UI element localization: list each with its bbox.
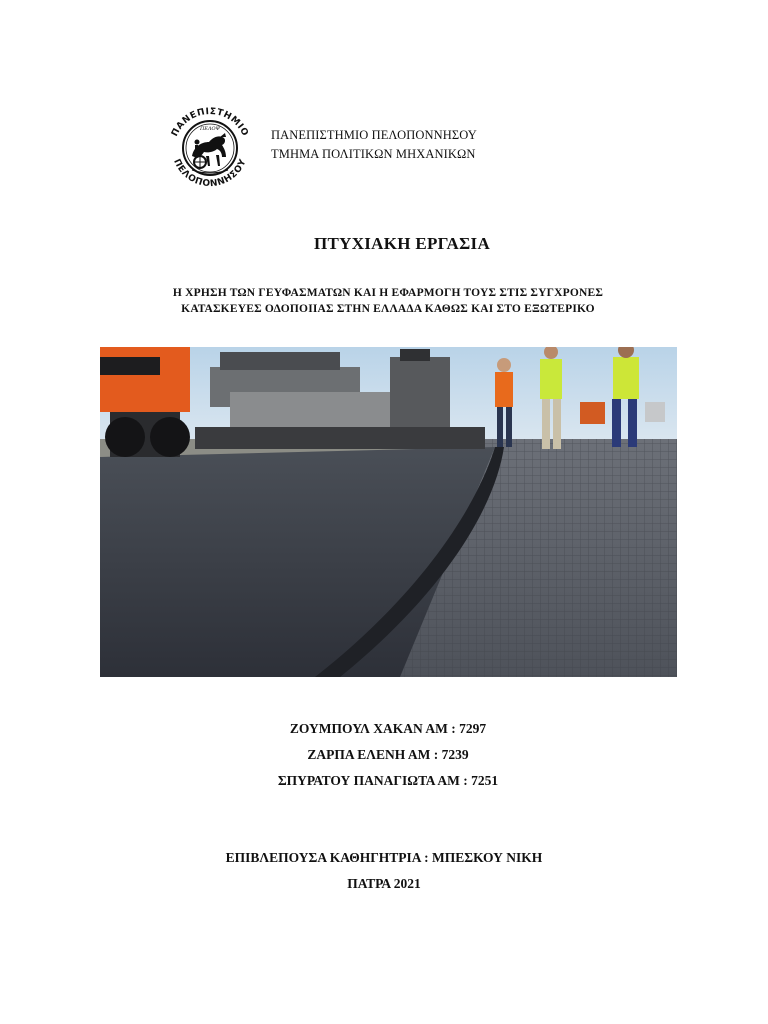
supervisor-name: ΕΠΙΒΛΕΠΟΥΣΑ ΚΑΘΗΓΗΤΡΙΑ : ΜΠΕΣΚΟΥ ΝΙΚΗ bbox=[225, 850, 543, 865]
university-name: ΠΑΝΕΠΙΣΤΗΜΙΟ ΠΕΛΟΠΟΝΝΗΣΟΥ bbox=[271, 128, 477, 142]
road-paving-photo bbox=[100, 347, 677, 677]
university-seal bbox=[162, 100, 258, 196]
svg-text:ΠΑΝΕΠΙΣΤΗΜΙΟ: ΠΑΝΕΠΙΣΤΗΜΙΟ bbox=[170, 106, 250, 139]
place-year: ΠΑΤΡΑ 2021 bbox=[347, 876, 421, 891]
institution-block bbox=[271, 126, 477, 164]
authors-list bbox=[0, 716, 768, 794]
thesis-title bbox=[0, 285, 768, 317]
svg-text:ΠΕΛΟΠΟΝΝΗΣΟΥ: ΠΕΛΟΠΟΝΝΗΣΟΥ bbox=[171, 157, 249, 190]
author-3: ΣΠΥΡΑΤΟΥ ΠΑΝΑΓΙΩΤΑ ΑΜ : 7251 bbox=[277, 773, 499, 788]
svg-text:ΠΕΛΟΨ: ΠΕΛΟΨ bbox=[199, 126, 221, 132]
thesis-type-heading: ΠΤΥΧΙΑΚΗ ΕΡΓΑΣΙΑ bbox=[313, 234, 491, 253]
author-2: ΖΑΡΠΑ ΕΛΕΝΗ ΑΜ : 7239 bbox=[307, 747, 469, 762]
author-1: ΖΟΥΜΠΟΥΛ ΧΑΚΑΝ ΑΜ : 7297 bbox=[289, 721, 487, 736]
department-name: ΤΜΗΜΑ ΠΟΛΙΤΙΚΩΝ ΜΗΧΑΝΙΚΩΝ bbox=[271, 147, 476, 161]
thesis-title-line-1: Η ΧΡΗΣΗ ΤΩΝ ΓΕΥΦΑΣΜΑΤΩΝ ΚΑΙ Η ΕΦΑΡΜΟΓΗ ΤΟΥΣ ΣΤΙΣ ΣΥΓΧΡΟΝΕΣ bbox=[172, 287, 604, 299]
university-logo bbox=[162, 100, 258, 196]
road-paving-illustration bbox=[100, 347, 677, 677]
thesis-title-line-2: ΚΑΤΑΣΚΕΥΕΣ ΟΔΟΠΟΙΙΑΣ ΣΤΗΝ ΕΛΛΑΔΑ ΚΑΘΩΣ ΚΑΙ ΣΤΟ ΕΞΩΤΕΡΙΚΟ bbox=[181, 303, 595, 315]
supervisor-block bbox=[0, 845, 768, 897]
